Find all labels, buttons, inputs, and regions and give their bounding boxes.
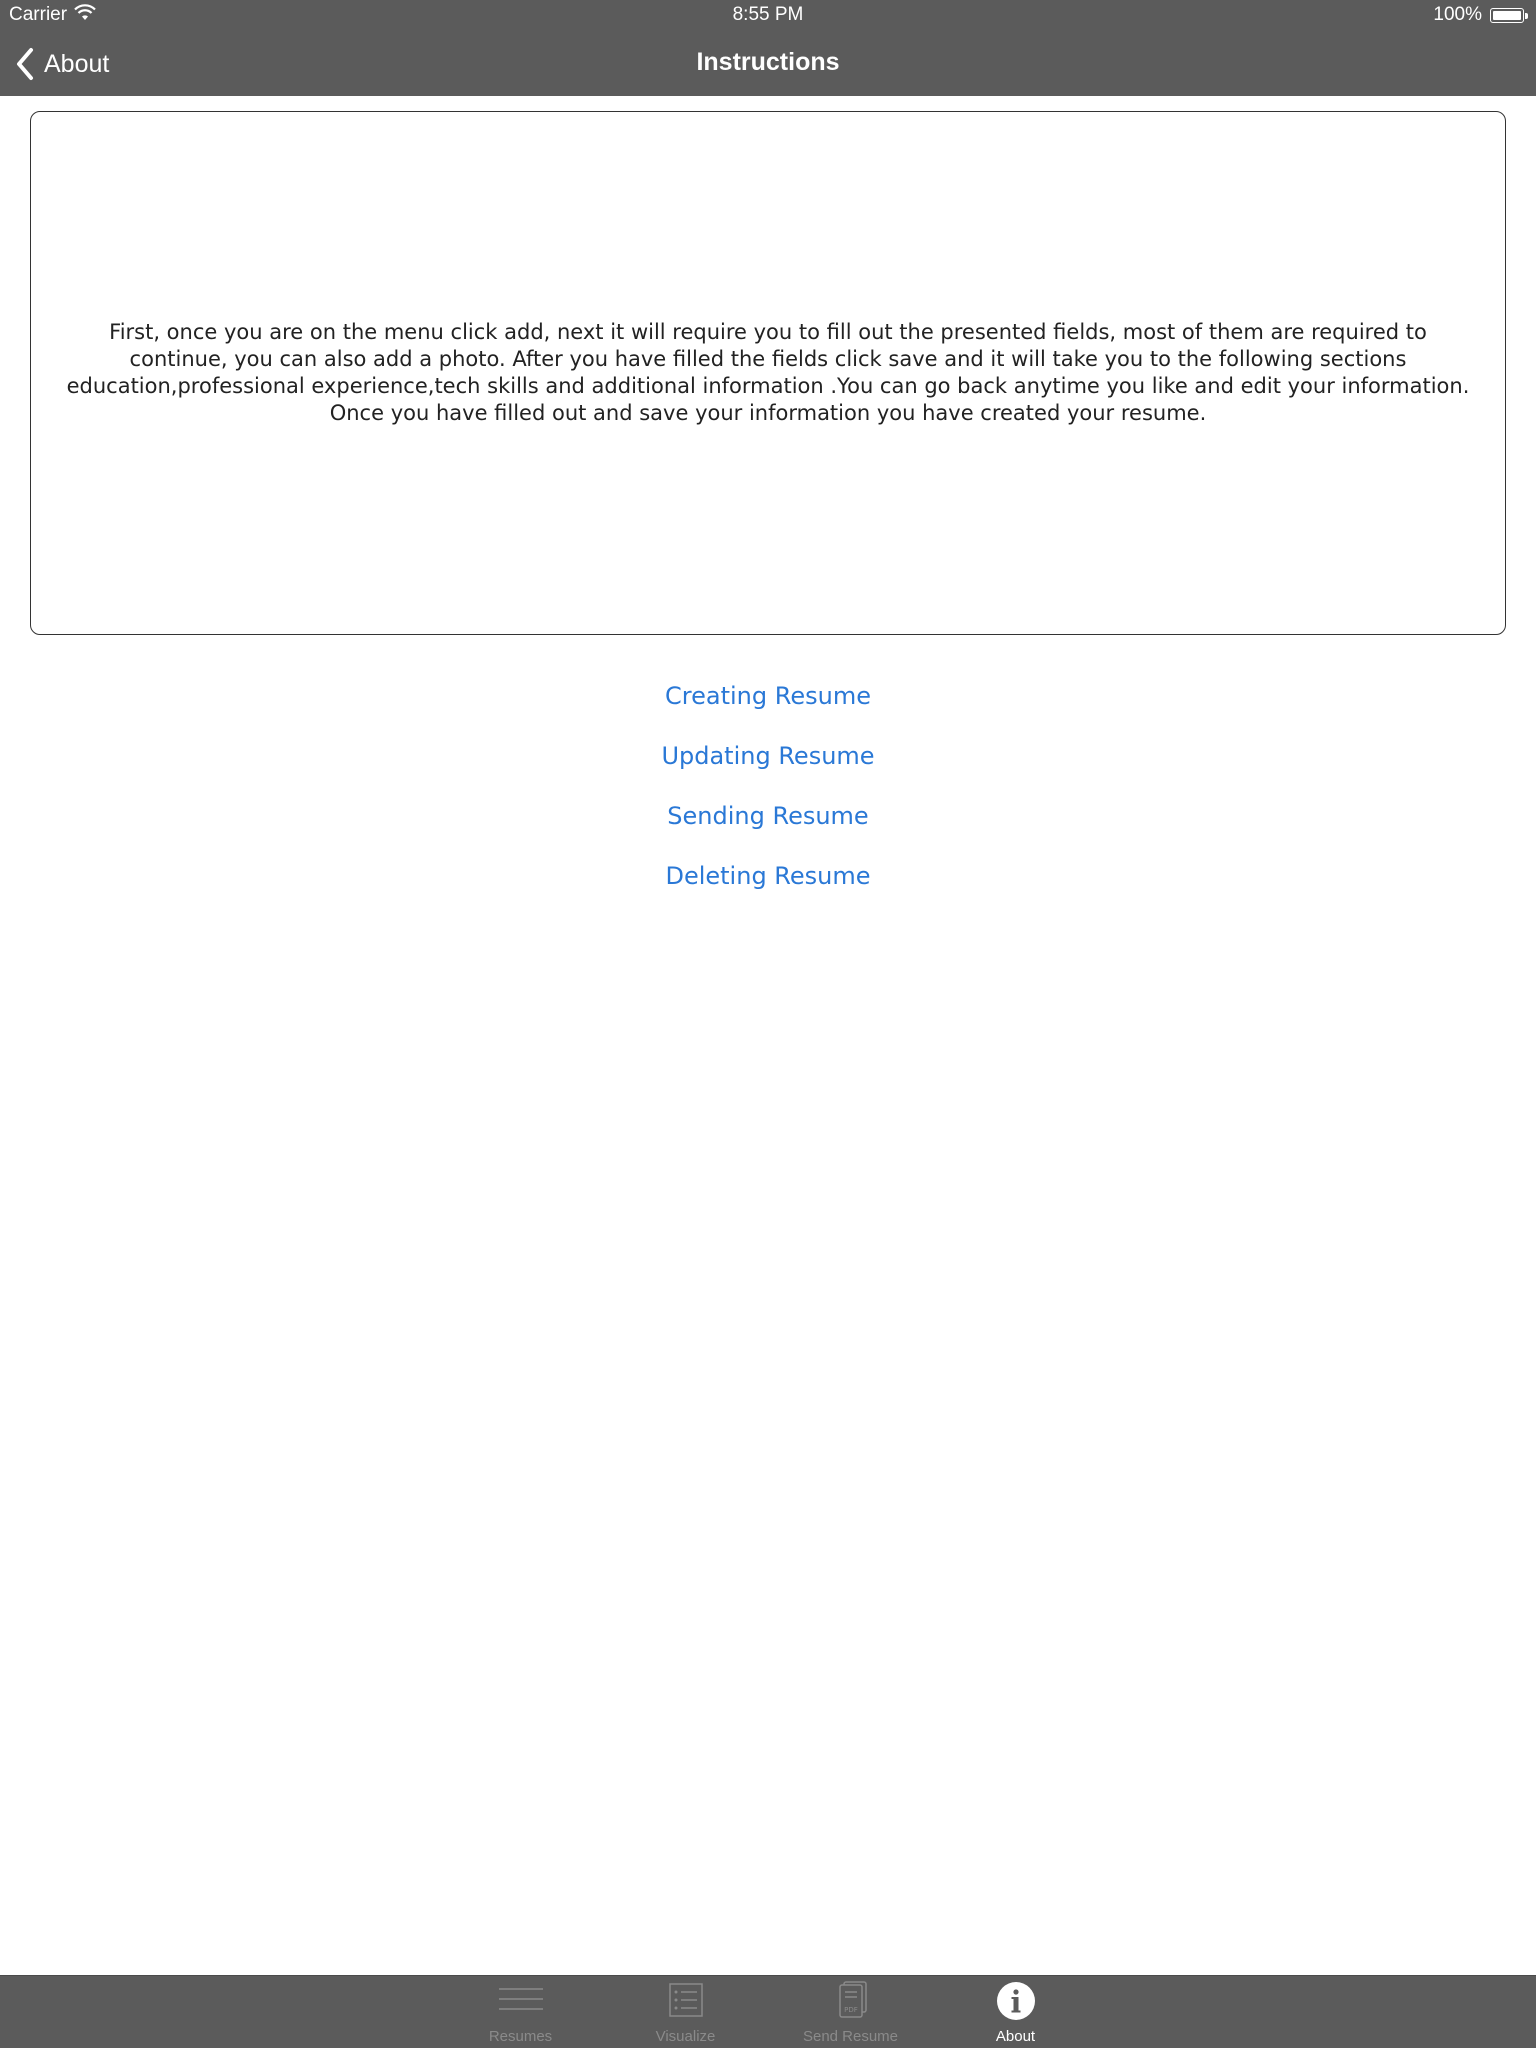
- instruction-topics: [0, 666, 1536, 906]
- pdf-document-icon: [826, 1981, 876, 2021]
- battery-icon: [1490, 8, 1524, 23]
- instructions-text: First, once you are on the menu click add, next it will require you to fill out the presented fields, most of them are required to continue, you can also add a photo. After you have filled the fields click save and it will take you to the following sections education,professional experience,tech skills and additional information .You can go back anytime you like and edit your information. Once you have filled out and save your information you have created your resume.: [66, 320, 1470, 425]
- back-button-label: About: [44, 49, 110, 78]
- tab-resumes[interactable]: [438, 1976, 603, 2048]
- navigation-bar: [0, 30, 1536, 96]
- tab-send-resume[interactable]: [768, 1976, 933, 2048]
- battery-percent: 100%: [1433, 4, 1482, 25]
- page-title: Instructions: [696, 48, 840, 76]
- creating-resume-button[interactable]: Creating Resume: [665, 666, 871, 726]
- updating-resume-button[interactable]: Updating Resume: [661, 726, 874, 786]
- svg-text:PDF: PDF: [843, 2006, 858, 2014]
- sending-resume-button[interactable]: Sending Resume: [667, 786, 868, 846]
- tab-label: About: [995, 2028, 1036, 2045]
- tab-label: Resumes: [488, 2028, 553, 2045]
- tab-visualize[interactable]: [603, 1976, 768, 2048]
- tab-label: Visualize: [655, 2028, 716, 2045]
- list-lines-icon: [496, 1981, 546, 2021]
- instructions-text-view[interactable]: [30, 111, 1506, 635]
- tab-about[interactable]: [933, 1976, 1098, 2048]
- clock-label: 8:55 PM: [732, 4, 804, 25]
- carrier-label: Carrier: [9, 4, 68, 25]
- info-icon: [991, 1981, 1041, 2021]
- status-bar: [0, 0, 1536, 30]
- tab-bar: [0, 1975, 1536, 2048]
- tab-label: Send Resume: [802, 2028, 899, 2045]
- checklist-icon: [661, 1981, 711, 2021]
- deleting-resume-button[interactable]: Deleting Resume: [665, 846, 870, 906]
